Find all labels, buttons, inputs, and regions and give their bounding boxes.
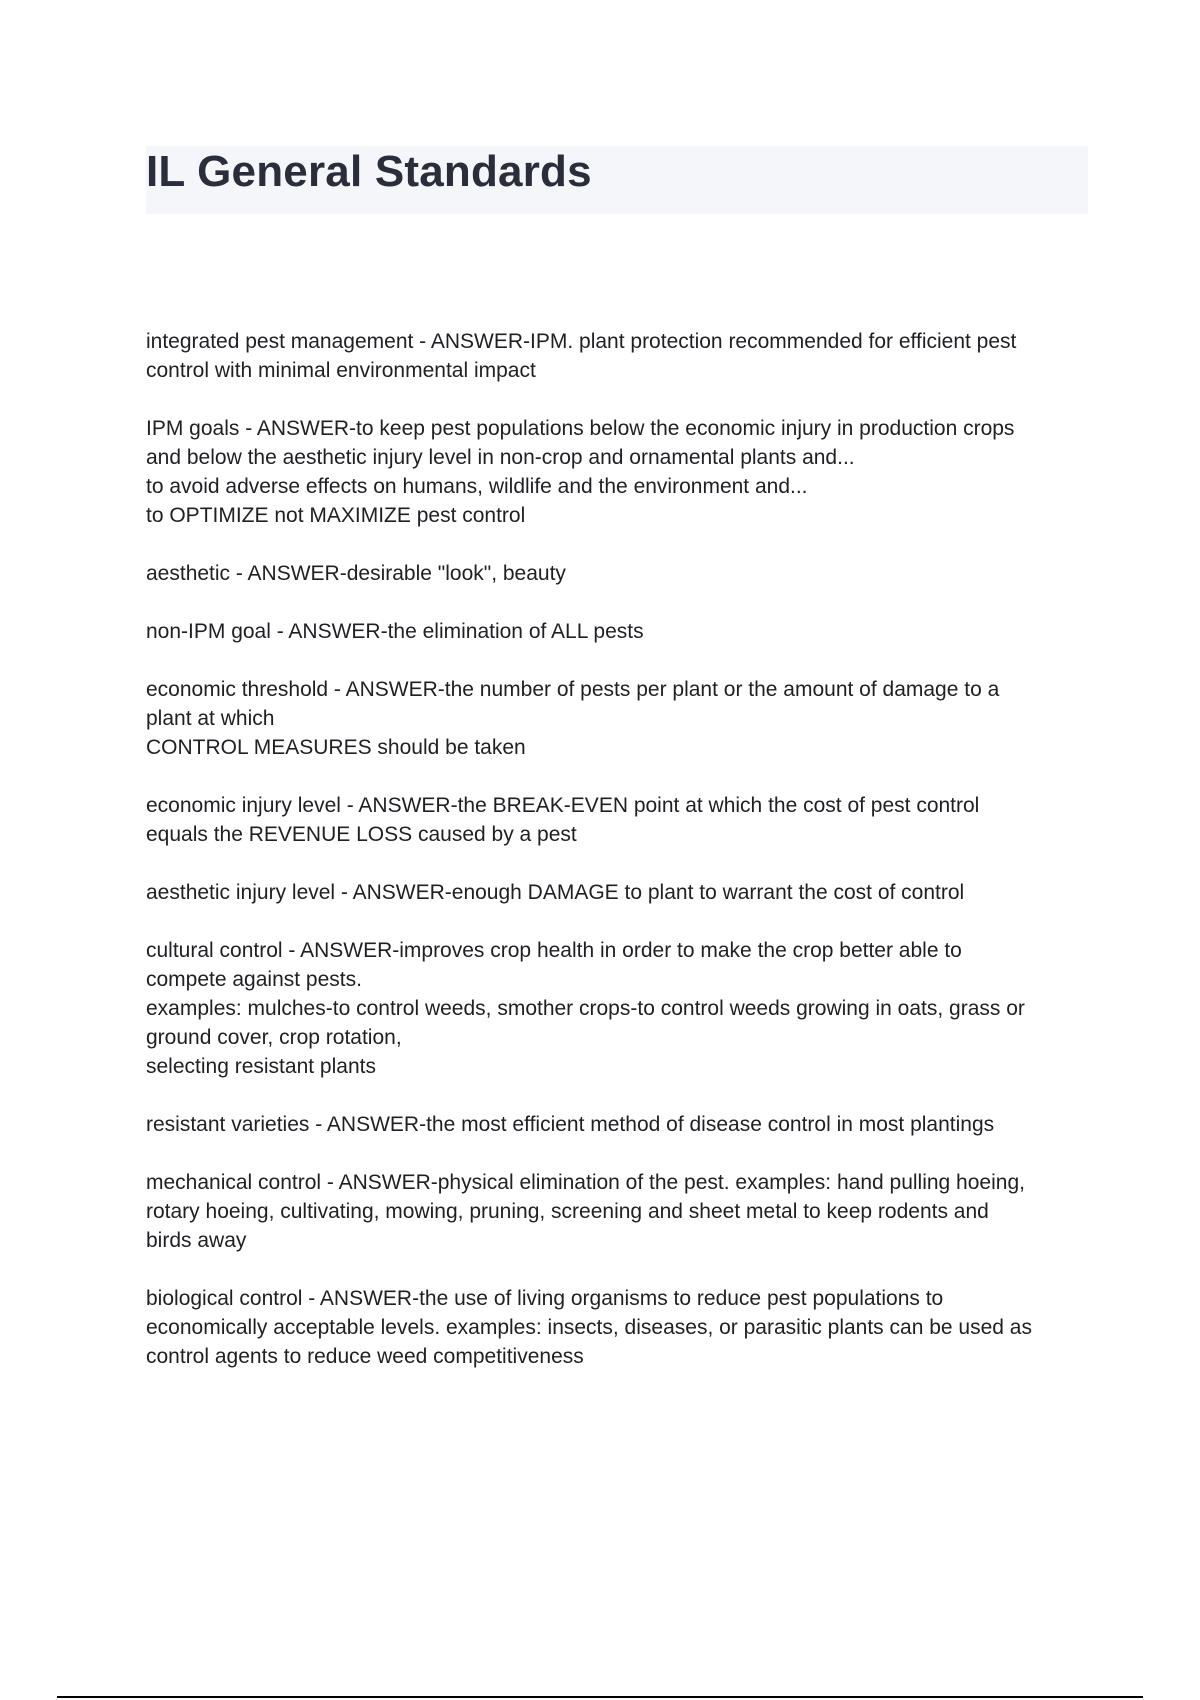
entry-text-line: resistant varieties - ANSWER-the most efficient method of disease control in most plantings xyxy=(146,1113,995,1136)
entry-text-line: birds away xyxy=(146,1229,247,1252)
flashcard-entry xyxy=(146,1110,1086,1139)
entry-text-line: economically acceptable levels. examples: insects, diseases, or parasitic plants can be used as xyxy=(146,1316,1032,1339)
flashcard-entry xyxy=(146,1168,1086,1255)
entry-text-line: mechanical control - ANSWER-physical elimination of the pest. examples: hand pulling hoeing, xyxy=(146,1171,1025,1194)
footer-divider xyxy=(57,1696,1143,1698)
entry-text-line: IPM goals - ANSWER-to keep pest populations below the economic injury in production crops xyxy=(146,417,1015,440)
flashcard-entry xyxy=(146,936,1086,1081)
flashcard-entry xyxy=(146,559,1086,588)
entry-text-line: CONTROL MEASURES should be taken xyxy=(146,736,526,759)
entry-text-line: cultural control - ANSWER-improves crop health in order to make the crop better able to xyxy=(146,939,962,962)
flashcard-entry xyxy=(146,1284,1086,1371)
flashcard-entry xyxy=(146,327,1086,385)
entry-text-line: to avoid adverse effects on humans, wildlife and the environment and... xyxy=(146,475,808,498)
flashcard-entry xyxy=(146,878,1086,907)
entry-text-line: equals the REVENUE LOSS caused by a pest xyxy=(146,823,577,846)
entry-text-line: economic threshold - ANSWER-the number of pests per plant or the amount of damage to a xyxy=(146,678,1000,701)
flashcard-list xyxy=(146,327,1086,1400)
entry-text-line: compete against pests. xyxy=(146,968,362,991)
entry-text-line: non-IPM goal - ANSWER-the elimination of ALL pests xyxy=(146,620,644,643)
entry-text-line: rotary hoeing, cultivating, mowing, pruning, screening and sheet metal to keep rodents and xyxy=(146,1200,989,1223)
flashcard-entry xyxy=(146,791,1086,849)
entry-text-line: control with minimal environmental impact xyxy=(146,359,536,382)
entry-text-line: ground cover, crop rotation, xyxy=(146,1026,402,1049)
flashcard-entry xyxy=(146,675,1086,762)
entry-text-line: biological control - ANSWER-the use of living organisms to reduce pest populations to xyxy=(146,1287,944,1310)
entry-text-line: control agents to reduce weed competitiveness xyxy=(146,1345,584,1368)
entry-text-line: aesthetic injury level - ANSWER-enough DAMAGE to plant to warrant the cost of control xyxy=(146,881,965,904)
entry-text-line: integrated pest management - ANSWER-IPM. plant protection recommended for efficient pest xyxy=(146,330,1017,353)
entry-text-line: and below the aesthetic injury level in non-crop and ornamental plants and... xyxy=(146,446,855,469)
entry-text-line: selecting resistant plants xyxy=(146,1055,376,1078)
entry-text-line: economic injury level - ANSWER-the BREAK-EVEN point at which the cost of pest control xyxy=(146,794,980,817)
document-title: IL General Standards xyxy=(146,147,592,196)
entry-text-line: to OPTIMIZE not MAXIMIZE pest control xyxy=(146,504,526,527)
entry-text-line: plant at which xyxy=(146,707,275,730)
entry-text-line: examples: mulches-to control weeds, smother crops-to control weeds growing in oats, grass or xyxy=(146,997,1025,1020)
flashcard-entry xyxy=(146,414,1086,530)
entry-text-line: aesthetic - ANSWER-desirable "look", beauty xyxy=(146,562,566,585)
flashcard-entry xyxy=(146,617,1086,646)
